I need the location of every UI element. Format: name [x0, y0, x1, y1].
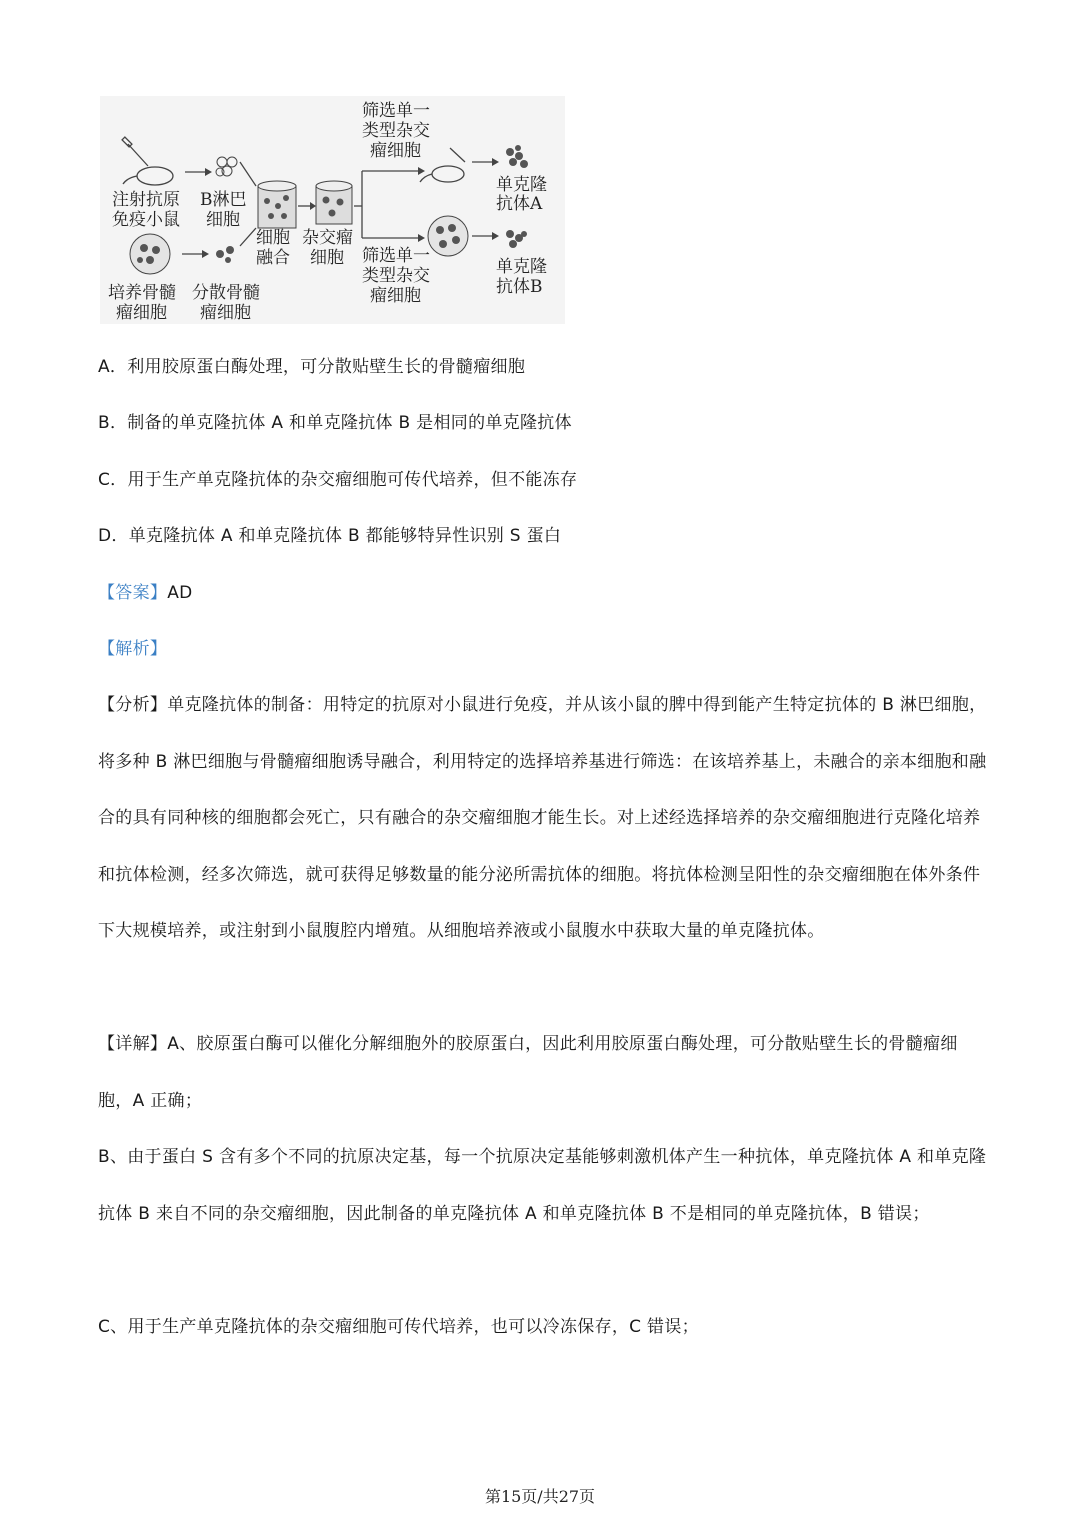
petri-dish-icon	[428, 216, 468, 256]
culture-label-2: 瘤细胞	[116, 303, 167, 323]
disperse-label-2: 瘤细胞	[200, 303, 251, 323]
mab-a-label-1: 单克隆	[496, 175, 547, 195]
screen-top-label-1: 筛选单一	[362, 101, 430, 121]
detail-paragraph-a	[98, 1016, 988, 1129]
detail-a-text: A、胶原蛋白酶可以催化分解细胞外的胶原蛋白，因此利用胶原蛋白酶处理，可分散贴壁生长的骨髓瘤细胞，A 正确；	[98, 1034, 958, 1111]
answer-tag: 【答案】	[98, 583, 168, 603]
analysis-tag: 【分析】	[98, 695, 168, 715]
b-cell-label-1: B淋巴	[200, 190, 247, 210]
inject-label-1: 注射抗原	[112, 190, 180, 210]
culture-label-1: 培养骨髓	[108, 283, 176, 303]
analysis-heading: 【解析】	[98, 639, 168, 659]
detail-tag: 【详解】	[98, 1034, 168, 1054]
screen-bottom-label-2: 类型杂交	[362, 266, 430, 286]
mab-b-label-1: 单克隆	[496, 257, 547, 277]
analysis-text: 单克隆抗体的制备：用特定的抗原对小鼠进行免疫，并从该小鼠的脾中得到能产生特定抗体的 B 淋巴细胞，将多种 B 淋巴细胞与骨髓瘤细胞诱导融合，利用特定的选择培养基进行筛选：在该培养基上，未融合的亲本细胞和融合的具有同种核的细胞都会死亡，只有融合的杂交瘤细胞才能生长。对上述经选择培养的杂交瘤细胞进行克隆化培养和抗体检测，经多次筛选，就可获得足够数量的能分泌所需抗体的细胞。将抗体检测呈阳性的杂交瘤细胞在体外条件下大规模培养，或注射到小鼠腹腔内增殖。从细胞培养液或小鼠腹水中获取大量的单克隆抗体。	[98, 695, 987, 941]
option-b: B．制备的单克隆抗体 A 和单克隆抗体 B 是相同的单克隆抗体	[98, 413, 572, 433]
detail-paragraph-c	[98, 1299, 988, 1356]
analysis-paragraph	[98, 677, 988, 960]
answer-value: AD	[167, 583, 193, 603]
screen-bottom-label-1: 筛选单一	[362, 246, 430, 266]
page-footer: 第15页/共27页	[484, 1487, 596, 1506]
hybrid-label-2: 细胞	[310, 248, 344, 268]
mab-b-label-2: 抗体B	[496, 277, 543, 297]
screen-bottom-label-3: 瘤细胞	[370, 286, 421, 306]
monoclonal-antibody-figure	[100, 96, 565, 324]
detail-c-text: C、用于生产单克隆抗体的杂交瘤细胞可传代培养，也可以冷冻保存，C 错误；	[98, 1317, 699, 1337]
mab-a-label-2: 抗体A	[496, 194, 543, 214]
b-cell-label-2: 细胞	[206, 210, 240, 230]
option-a: A．利用胶原蛋白酶处理，可分散贴壁生长的骨髓瘤细胞	[98, 357, 526, 377]
fusion-label-2: 融合	[256, 248, 290, 268]
fusion-label-1: 细胞	[256, 228, 290, 248]
hybrid-label-1: 杂交瘤	[302, 228, 353, 248]
screen-top-label-2: 类型杂交	[362, 121, 430, 141]
detail-b-text: B、由于蛋白 S 含有多个不同的抗原决定基，每一个抗原决定基能够刺激机体产生一种抗体，单克隆抗体 A 和单克隆抗体 B 来自不同的杂交瘤细胞，因此制备的单克隆抗体 A 和单克隆抗体 B 不是相同的单克隆抗体，B 错误；	[98, 1147, 987, 1224]
option-d: D．单克隆抗体 A 和单克隆抗体 B 都能够特异性识别 S 蛋白	[98, 526, 562, 546]
answer-line	[98, 583, 193, 603]
detail-paragraph-b	[98, 1129, 988, 1242]
hybridoma-beaker-icon	[316, 181, 352, 224]
fusion-beaker-icon	[258, 181, 296, 228]
disperse-label-1: 分散骨髓	[192, 283, 260, 303]
myeloma-dish-icon	[130, 234, 170, 274]
option-c: C．用于生产单克隆抗体的杂交瘤细胞可传代培养，但不能冻存	[98, 470, 578, 490]
screen-top-label-3: 瘤细胞	[370, 141, 421, 161]
inject-label-2: 免疫小鼠	[112, 210, 180, 230]
